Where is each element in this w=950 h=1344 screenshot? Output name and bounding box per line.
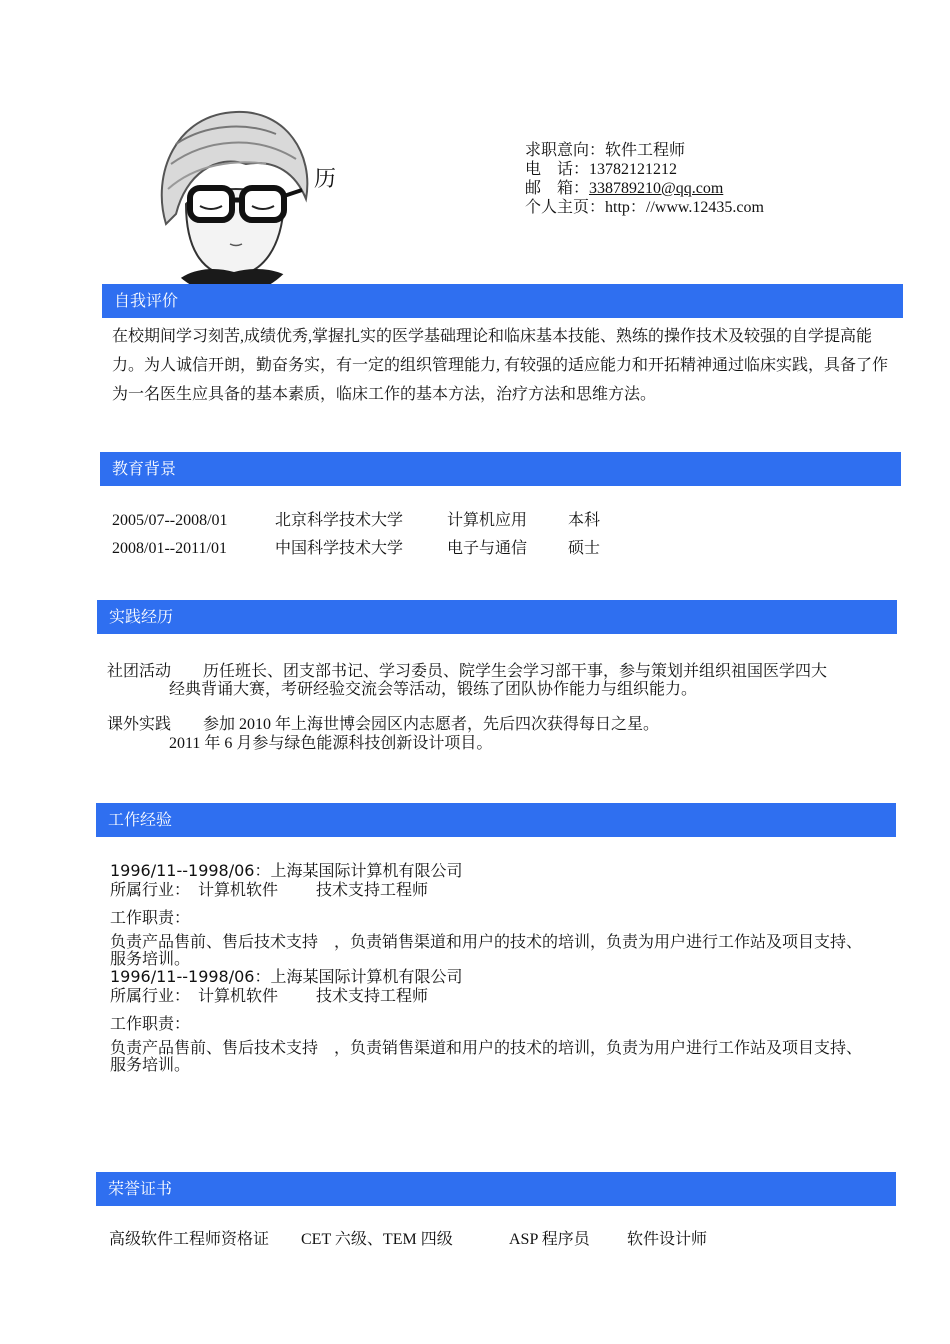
- contact-label: 电 话：: [525, 161, 590, 178]
- contact-label: 个人主页：: [525, 199, 606, 216]
- industry-value: 计算机软件: [198, 988, 279, 1005]
- education-degree: 硕士: [568, 540, 601, 557]
- work-company: 上海某国际计算机有限公司: [270, 969, 463, 986]
- education-period: 2005/07--2008/01: [112, 512, 228, 529]
- avatar-illustration: [146, 104, 314, 296]
- avatar: [146, 104, 314, 296]
- contact-value: http：//www.12435.com: [605, 199, 764, 216]
- page-title: 历: [314, 167, 337, 192]
- duty-label: 工作职责：: [110, 910, 191, 927]
- work-entry: [110, 967, 862, 1074]
- contact-homepage: [525, 198, 764, 217]
- practice-text: 2011 年 6 月参与绿色能源科技创新设计项目。: [169, 735, 493, 752]
- section-header-self: 自我评价: [102, 284, 903, 318]
- honor-item: 软件设计师: [627, 1231, 708, 1248]
- education-school: 中国科学技术大学: [275, 540, 404, 557]
- email-link[interactable]: 338789210@qq.com: [589, 180, 724, 197]
- contact-label: 求职意向：: [525, 142, 606, 159]
- work-heading: [110, 861, 862, 882]
- contact-block: [525, 141, 764, 217]
- contact-intent: [525, 141, 764, 160]
- work-period: 1996/11--1998/06：: [110, 967, 271, 986]
- education-school: 北京科学技术大学: [275, 512, 404, 529]
- section-header-practice: 实践经历: [97, 600, 897, 634]
- contact-label: 邮 箱：: [525, 180, 590, 197]
- honor-item: CET 六级、TEM 四级: [301, 1231, 453, 1248]
- education-period: 2008/01--2011/01: [112, 540, 227, 557]
- honor-item: ASP 程序员: [509, 1231, 590, 1248]
- duty-label: 工作职责：: [110, 1016, 191, 1033]
- industry-value: 计算机软件: [198, 882, 279, 899]
- contact-value: 软件工程师: [605, 142, 686, 159]
- practice-text: 历任班长、团支部书记、学习委员、院学生会学习部干事，参与策划并组织祖国医学四大: [203, 663, 828, 680]
- position-value: 技术支持工程师: [316, 988, 429, 1005]
- honor-item: 高级软件工程师资格证: [109, 1231, 270, 1248]
- practice-label: 课外实践: [107, 716, 172, 733]
- duty-text: 负责产品售前、售后技术支持 ，负责销售渠道和用户的技术的培训，负责为用户进行工作站及项目支持、: [110, 934, 863, 951]
- self-evaluation-text: 在校期间学习刻苦,成绩优秀,掌握扎实的医学基础理论和临床基本技能、熟练的操作技术及较强的自学提高能力。为人诚信开朗，勤奋务实，有一定的组织管理能力, 有较强的适应能力和开拓精神通过临床实践，具备了作为一名医生应具备的基本素质，临床工作的基本方法，治疗方法和思维方法。: [112, 328, 889, 403]
- education-major: 电子与通信: [447, 540, 528, 557]
- practice-text: 参加 2010 年上海世博会园区内志愿者，先后四次获得每日之星。: [203, 716, 660, 733]
- duty-text: 服务培训。: [110, 951, 191, 968]
- section-header-education: 教育背景: [100, 452, 901, 486]
- contact-phone: [525, 160, 764, 179]
- work-period: 1996/11--1998/06：: [110, 861, 271, 880]
- contact-value: 13782121212: [589, 161, 678, 178]
- work-industry: [110, 881, 862, 901]
- section-header-honors: 荣誉证书: [96, 1172, 896, 1206]
- work-company: 上海某国际计算机有限公司: [270, 863, 463, 880]
- contact-email: [525, 179, 764, 198]
- practice-text: 经典背诵大赛，考研经验交流会等活动，锻练了团队协作能力与组织能力。: [169, 681, 698, 698]
- work-heading: [110, 967, 862, 988]
- practice-label: 社团活动: [107, 663, 172, 680]
- work-entry: [110, 861, 862, 968]
- position-value: 技术支持工程师: [316, 882, 429, 899]
- education-degree: 本科: [568, 512, 601, 529]
- work-industry: [110, 987, 862, 1007]
- duty-text: 服务培训。: [110, 1057, 191, 1074]
- section-header-work: 工作经验: [96, 803, 896, 837]
- industry-label: 所属行业：: [110, 988, 191, 1005]
- industry-label: 所属行业：: [110, 882, 191, 899]
- duty-text: 负责产品售前、售后技术支持 ，负责销售渠道和用户的技术的培训，负责为用户进行工作站及项目支持、: [110, 1040, 863, 1057]
- education-major: 计算机应用: [447, 512, 528, 529]
